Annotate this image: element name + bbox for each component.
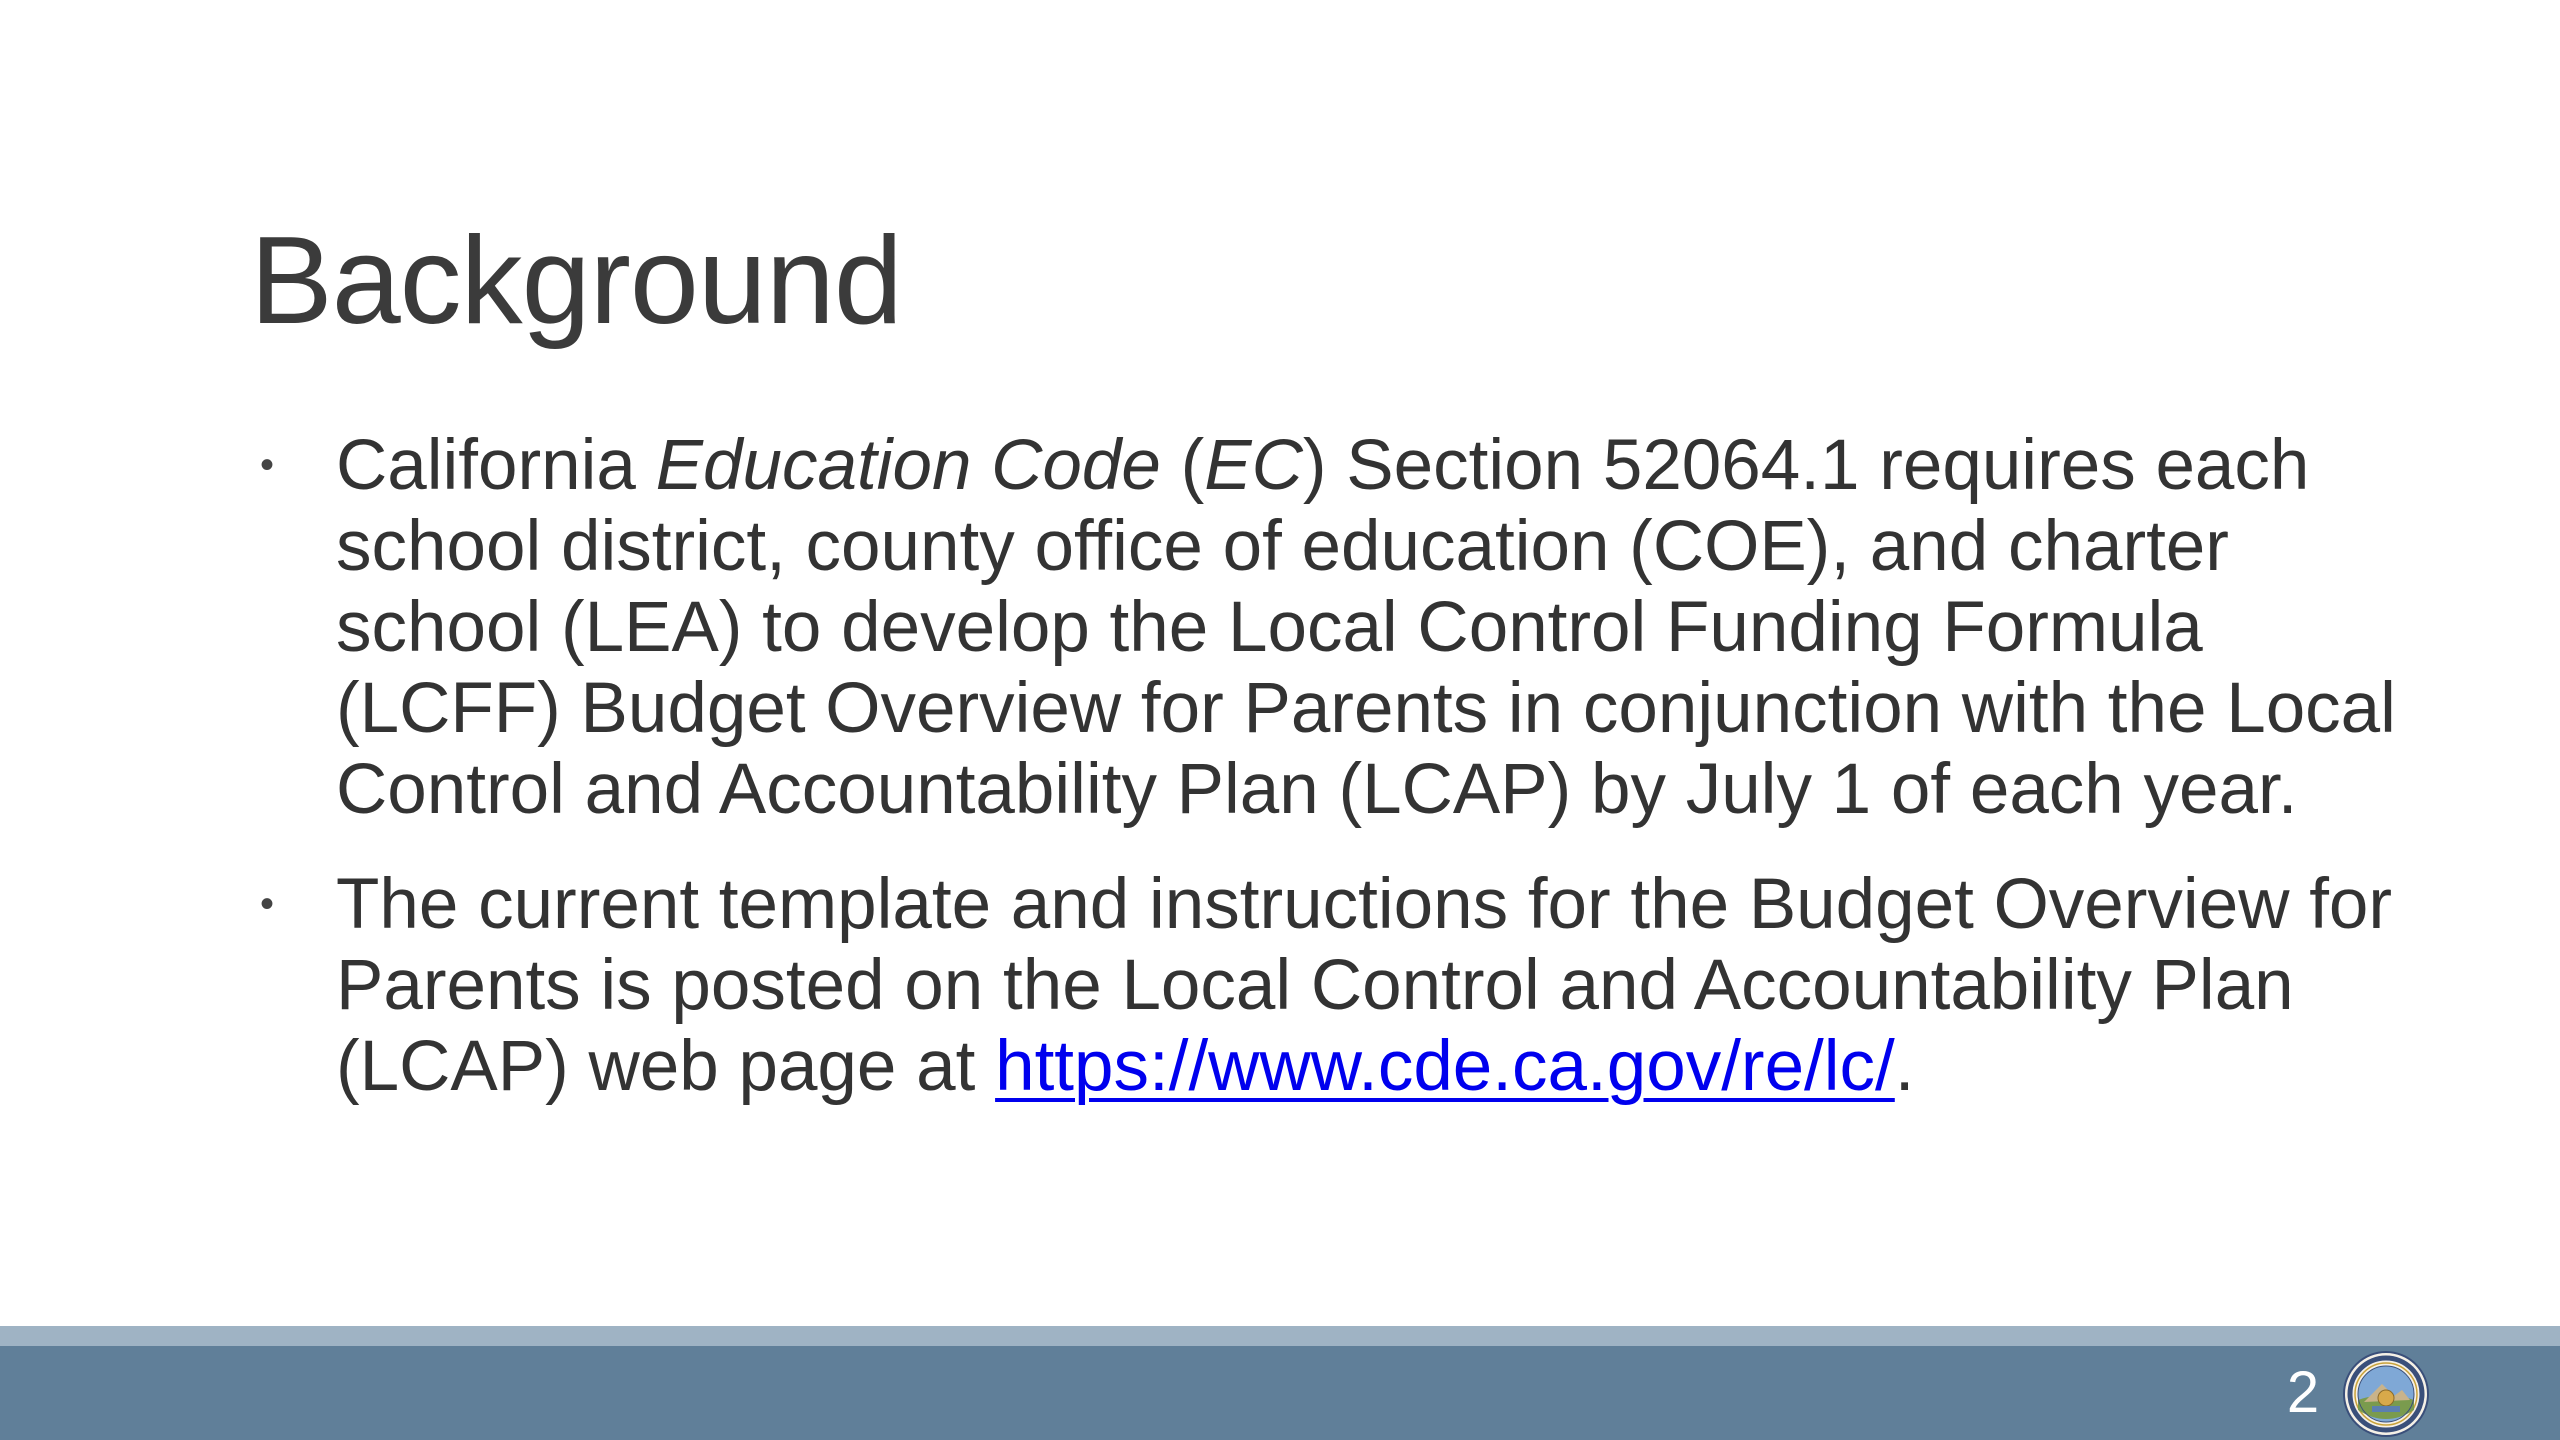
bullet-text: . xyxy=(1894,1027,1915,1106)
seal-icon xyxy=(2342,1350,2430,1438)
footer-bar xyxy=(0,1346,2560,1440)
italic-education-code: Education Code xyxy=(655,426,1161,505)
footer-stripe xyxy=(0,1326,2560,1346)
slide-title: Background xyxy=(250,212,902,350)
bullet-list xyxy=(250,425,2410,1141)
bullet-text: ( xyxy=(1160,426,1205,505)
bullet-item-education-code xyxy=(250,425,2410,830)
page-number: 2 xyxy=(2286,1360,2320,1425)
bullet-text: California xyxy=(336,426,656,505)
italic-ec: EC xyxy=(1204,426,1303,505)
bullet-icon: • xyxy=(260,882,275,926)
bullet-text: The current template and instructions for the Budget Overview for Parents is posted on the Local Control and Accountability Plan (LCAP) web page at xyxy=(336,865,2393,1106)
bullet-text: ) Section 52064.1 requires each school district, county office of education (COE), and charter school (LEA) to develop the Local Control Funding Formula (LCFF) Budget Overview for Parents in conjunction with the Local Control and Accountability Plan (LCAP) by July 1 of each year. xyxy=(336,426,2396,829)
bullet-item-template xyxy=(250,864,2410,1107)
lcap-web-page-link[interactable]: https://www.cde.ca.gov/re/lc/ xyxy=(995,1027,1895,1106)
bullet-icon: • xyxy=(260,443,275,487)
